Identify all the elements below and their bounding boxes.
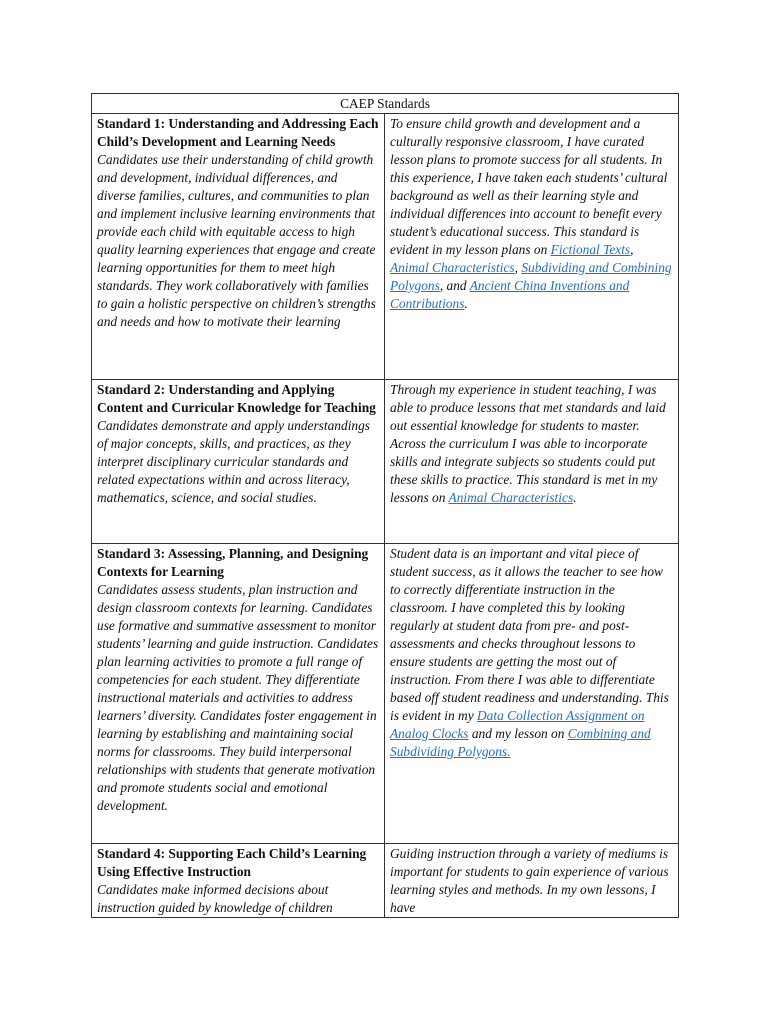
separator: , — [514, 260, 522, 275]
separator: and my lesson on — [468, 726, 568, 741]
separator: . — [573, 490, 577, 505]
standard-description: Candidates demonstrate and apply understandings of major concepts, skills, and practices, as they interpret disciplinary curricular standards and related expectations within and across literacy, mathematics, science, and social studies. — [97, 418, 371, 505]
link-fictional-texts[interactable]: Fictional Texts — [550, 242, 631, 257]
standard-description: Candidates make informed decisions about instruction guided by knowledge of children — [97, 882, 333, 915]
standard-title: Standard 3: Assessing, Planning, and Designing Contexts for Learning — [97, 546, 369, 579]
standard-cell — [92, 844, 385, 918]
table-row-standard-3 — [92, 544, 679, 844]
table-row-standard-4 — [92, 844, 679, 918]
link-animal-characteristics[interactable]: Animal Characteristics — [448, 490, 574, 505]
caep-standards-table — [91, 93, 679, 918]
standard-description: Candidates use their understanding of child growth and development, individual differences, and diverse families, cultures, and communities to plan and implement inclusive learning environments that provide each child with equitable access to high quality learning experiences that engage and create learning opportunities for them to meet high standards. They work collaboratively with families to gain a holistic perspective on children’s strengths and needs and how to motivate their learning — [97, 152, 376, 329]
standard-cell — [92, 544, 385, 844]
evidence-text: To ensure child growth and development and a culturally responsive classroom, I have curated lesson plans to promote success for all students. In this experience, I have taken each students’ cultural background as well as their learning style and individual differences into account to benefit every student’s educational success. This standard is evident in my lesson plans on — [390, 116, 668, 257]
evidence-text: Guiding instruction through a variety of mediums is important for students to gain experience of various learning styles and methods. In my own lessons, I have — [390, 846, 669, 915]
standard-title: Standard 4: Supporting Each Child’s Learning Using Effective Instruction — [97, 846, 367, 879]
table-row-standard-2 — [92, 380, 679, 544]
evidence-cell — [385, 544, 679, 844]
link-animal-characteristics[interactable]: Animal Characteristics — [390, 260, 515, 275]
standard-cell — [92, 114, 385, 380]
standard-cell — [92, 380, 385, 544]
evidence-cell — [385, 844, 679, 918]
separator: , and — [439, 278, 470, 293]
separator: , — [630, 242, 634, 257]
table-row-standard-1 — [92, 114, 679, 380]
evidence-text: Through my experience in student teaching, I was able to produce lessons that met standards and laid out essential knowledge for students to master. Across the curriculum I was able to incorporate skills and integrate subjects so students could put these skills to practice. This standard is met in my lessons on — [390, 382, 666, 505]
evidence-cell — [385, 380, 679, 544]
standard-title: Standard 1: Understanding and Addressing Each Child’s Development and Learning Needs — [97, 116, 379, 149]
evidence-text: Student data is an important and vital piece of student success, as it allows the teacher to see how to correctly differentiate instruction in the classroom. I have completed this by looking regularly at student data from pre- and post- assessments and checks throughout lessons to ensure students are getting the most out of instruction. From there I was able to differentiate based off student readiness and understanding. This is evident in my — [390, 546, 669, 723]
link-ancient-china[interactable]: Ancient China Inventions and Contributions — [390, 278, 630, 311]
evidence-cell — [385, 114, 679, 380]
link-data-collection-analog-clocks[interactable]: Data Collection Assignment on Analog Clocks — [390, 708, 645, 741]
table-header: CAEP Standards — [92, 94, 679, 114]
separator: . — [464, 296, 468, 311]
link-combining-subdividing-polygons[interactable]: Combining and Subdividing Polygons. — [390, 726, 651, 759]
standard-description: Candidates assess students, plan instruction and design classroom contexts for learning. Candidates use formative and summative assessment to monitor students’ learning and guide instruction. Candidates plan learning activities to promote a full range of competencies for each student. They differentiate instructional materials and activities to address learners’ diversity. Candidates foster engagement in learning by establishing and maintaining social norms for classrooms. They build interpersonal relationships with students that generate motivation and promote students social and emotional development. — [97, 582, 379, 813]
standard-title: Standard 2: Understanding and Applying Content and Curricular Knowledge for Teaching — [97, 382, 376, 415]
link-subdividing-combining-polygons[interactable]: Subdividing and Combining Polygons — [390, 260, 672, 293]
